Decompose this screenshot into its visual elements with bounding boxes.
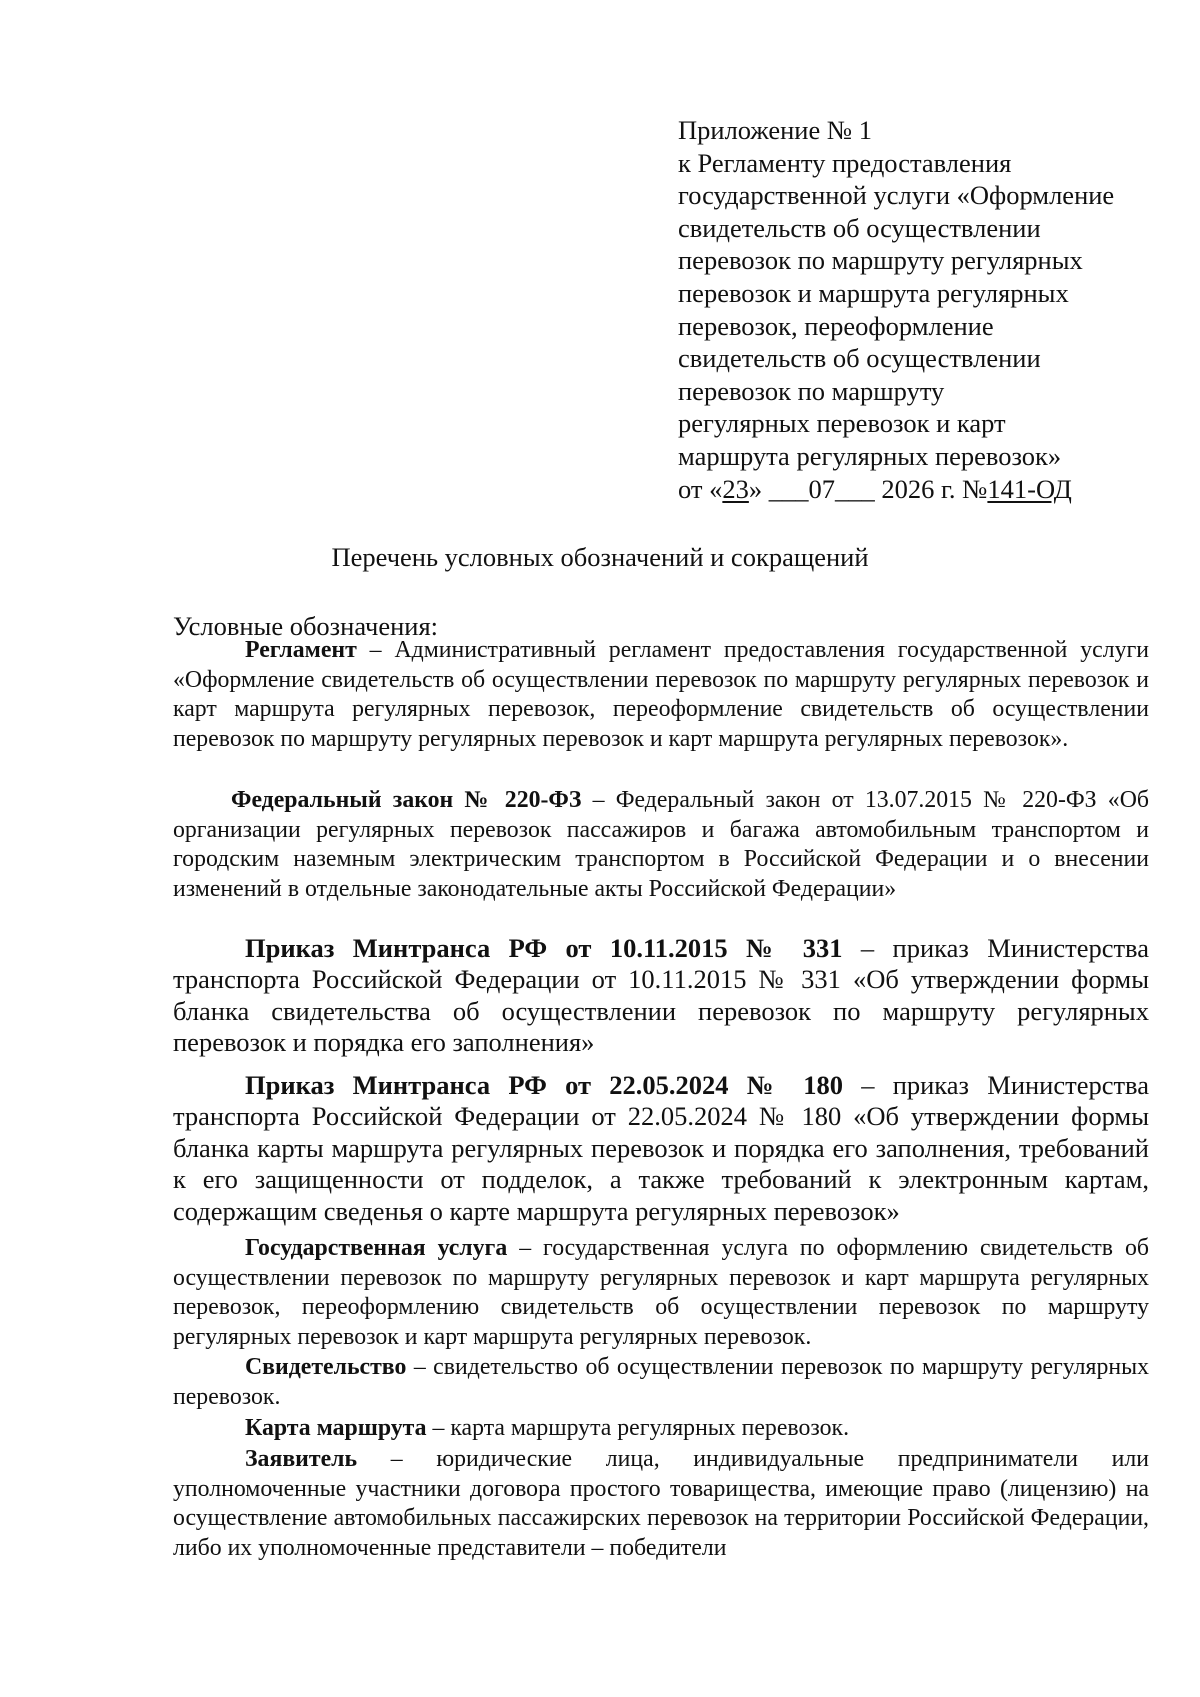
definition-text: – приказ Министерства транспорта Российской Федерации от 10.11.2015 № 331 «Об утверждении формы бланка свидетельства об осуществлении перевозок по маршруту регулярных перевозок и порядка его заполнения» bbox=[173, 933, 1149, 1058]
definition-text: – Федеральный закон от 13.07.2015 № 220-ФЗ «Об организации регулярных перевозок пассажиров и багажа автомобильным транспортом и городским наземным электрическим транспортом в Российской Федерации и о внесении изменений в отдельные законодательные акты Российской Федерации» bbox=[173, 787, 1149, 902]
annex-line: перевозок и маршрута регулярных bbox=[678, 277, 1069, 308]
definition-text: – юридические лица, индивидуальные предприниматели или уполномоченные участники договора простого товарищества, имеющие право (лицензию) на осуществление автомобильных пассажирских перевозок на территории Российской Федерации, либо их уполномоченные представители – победители bbox=[173, 1446, 1149, 1561]
date-year: 2026 г. № bbox=[874, 473, 988, 504]
definition-term: Свидетельство bbox=[245, 1354, 407, 1380]
definition-text: – Административный регламент предоставления государственной услуги «Оформление свидетельств об осуществлении перевозок по маршруту регулярных перевозок и карт маршрута регулярных перевозок, переоформление свидетельств об осуществлении перевозок по маршруту регулярных перевозок и карт маршрута регулярных перевозок». bbox=[173, 637, 1149, 752]
definition-entry bbox=[173, 1070, 1149, 1227]
annex-line: к Регламенту предоставления bbox=[678, 147, 1012, 178]
definition-term: Регламент bbox=[245, 637, 357, 663]
definition-term: Карта маршрута bbox=[245, 1415, 427, 1441]
definition-entry bbox=[173, 1353, 1149, 1412]
definition-term: Приказ Минтранса РФ от 22.05.2024 № 180 bbox=[245, 1070, 843, 1100]
annex-line: государственной услуги «Оформление bbox=[678, 180, 1115, 211]
date-mid: » bbox=[748, 473, 769, 504]
annex-line: свидетельств об осуществлении bbox=[678, 343, 1041, 374]
definition-text: – свидетельство об осуществлении перевозок по маршруту регулярных перевозок. bbox=[173, 1354, 1149, 1410]
annex-line: регулярных перевозок и карт bbox=[678, 408, 1006, 439]
annex-line: перевозок по маршруту bbox=[678, 375, 945, 406]
date-day: 23 bbox=[722, 473, 749, 504]
definition-term: Заявитель bbox=[245, 1446, 358, 1472]
definition-entry bbox=[173, 786, 1149, 904]
annex-line: маршрута регулярных перевозок» bbox=[678, 440, 1062, 471]
annex-line: перевозок по маршруту регулярных bbox=[678, 245, 1083, 276]
definition-term: Государственная услуга bbox=[245, 1235, 508, 1261]
annex-header bbox=[678, 114, 1148, 505]
definition-entry bbox=[173, 1414, 1149, 1444]
definition-text: – приказ Министерства транспорта Российской Федерации от 22.05.2024 № 180 «Об утверждении формы бланка карты маршрута регулярных перевозок и порядка его заполнения, требований к его защищенности от подделок, а также требований к электронным картам, содержащим сведенья о карте маршрута регулярных перевозок» bbox=[173, 1070, 1149, 1226]
definition-entry bbox=[173, 1445, 1149, 1563]
definition-entry bbox=[173, 636, 1149, 754]
document-title: Перечень условных обозначений и сокращений bbox=[331, 542, 869, 572]
annex-line: перевозок, переоформление bbox=[678, 310, 994, 341]
section-heading: Условные обозначения: bbox=[173, 611, 439, 641]
definition-entry bbox=[173, 1234, 1149, 1352]
definition-entry bbox=[173, 933, 1149, 1059]
annex-line: Приложение № 1 bbox=[678, 115, 873, 145]
definition-term: Приказ Минтранса РФ от 10.11.2015 № 331 bbox=[245, 933, 843, 963]
definition-text: – государственная услуга по оформлению свидетельств об осуществлении перевозок по маршруту регулярных перевозок и карт маршрута регулярных перевозок, переоформлению свидетельств об осуществлении перевозок по маршруту регулярных перевозок и карт маршрута регулярных перевозок. bbox=[173, 1235, 1149, 1350]
order-number: 141-ОД bbox=[987, 473, 1072, 504]
date-month: ___07___ bbox=[768, 473, 875, 504]
annex-date-line bbox=[678, 473, 1148, 506]
definition-term: Федеральный закон № 220-ФЗ bbox=[231, 787, 582, 813]
date-prefix: от « bbox=[678, 473, 723, 504]
definition-text: – карта маршрута регулярных перевозок. bbox=[426, 1415, 850, 1441]
annex-line: свидетельств об осуществлении bbox=[678, 212, 1041, 243]
